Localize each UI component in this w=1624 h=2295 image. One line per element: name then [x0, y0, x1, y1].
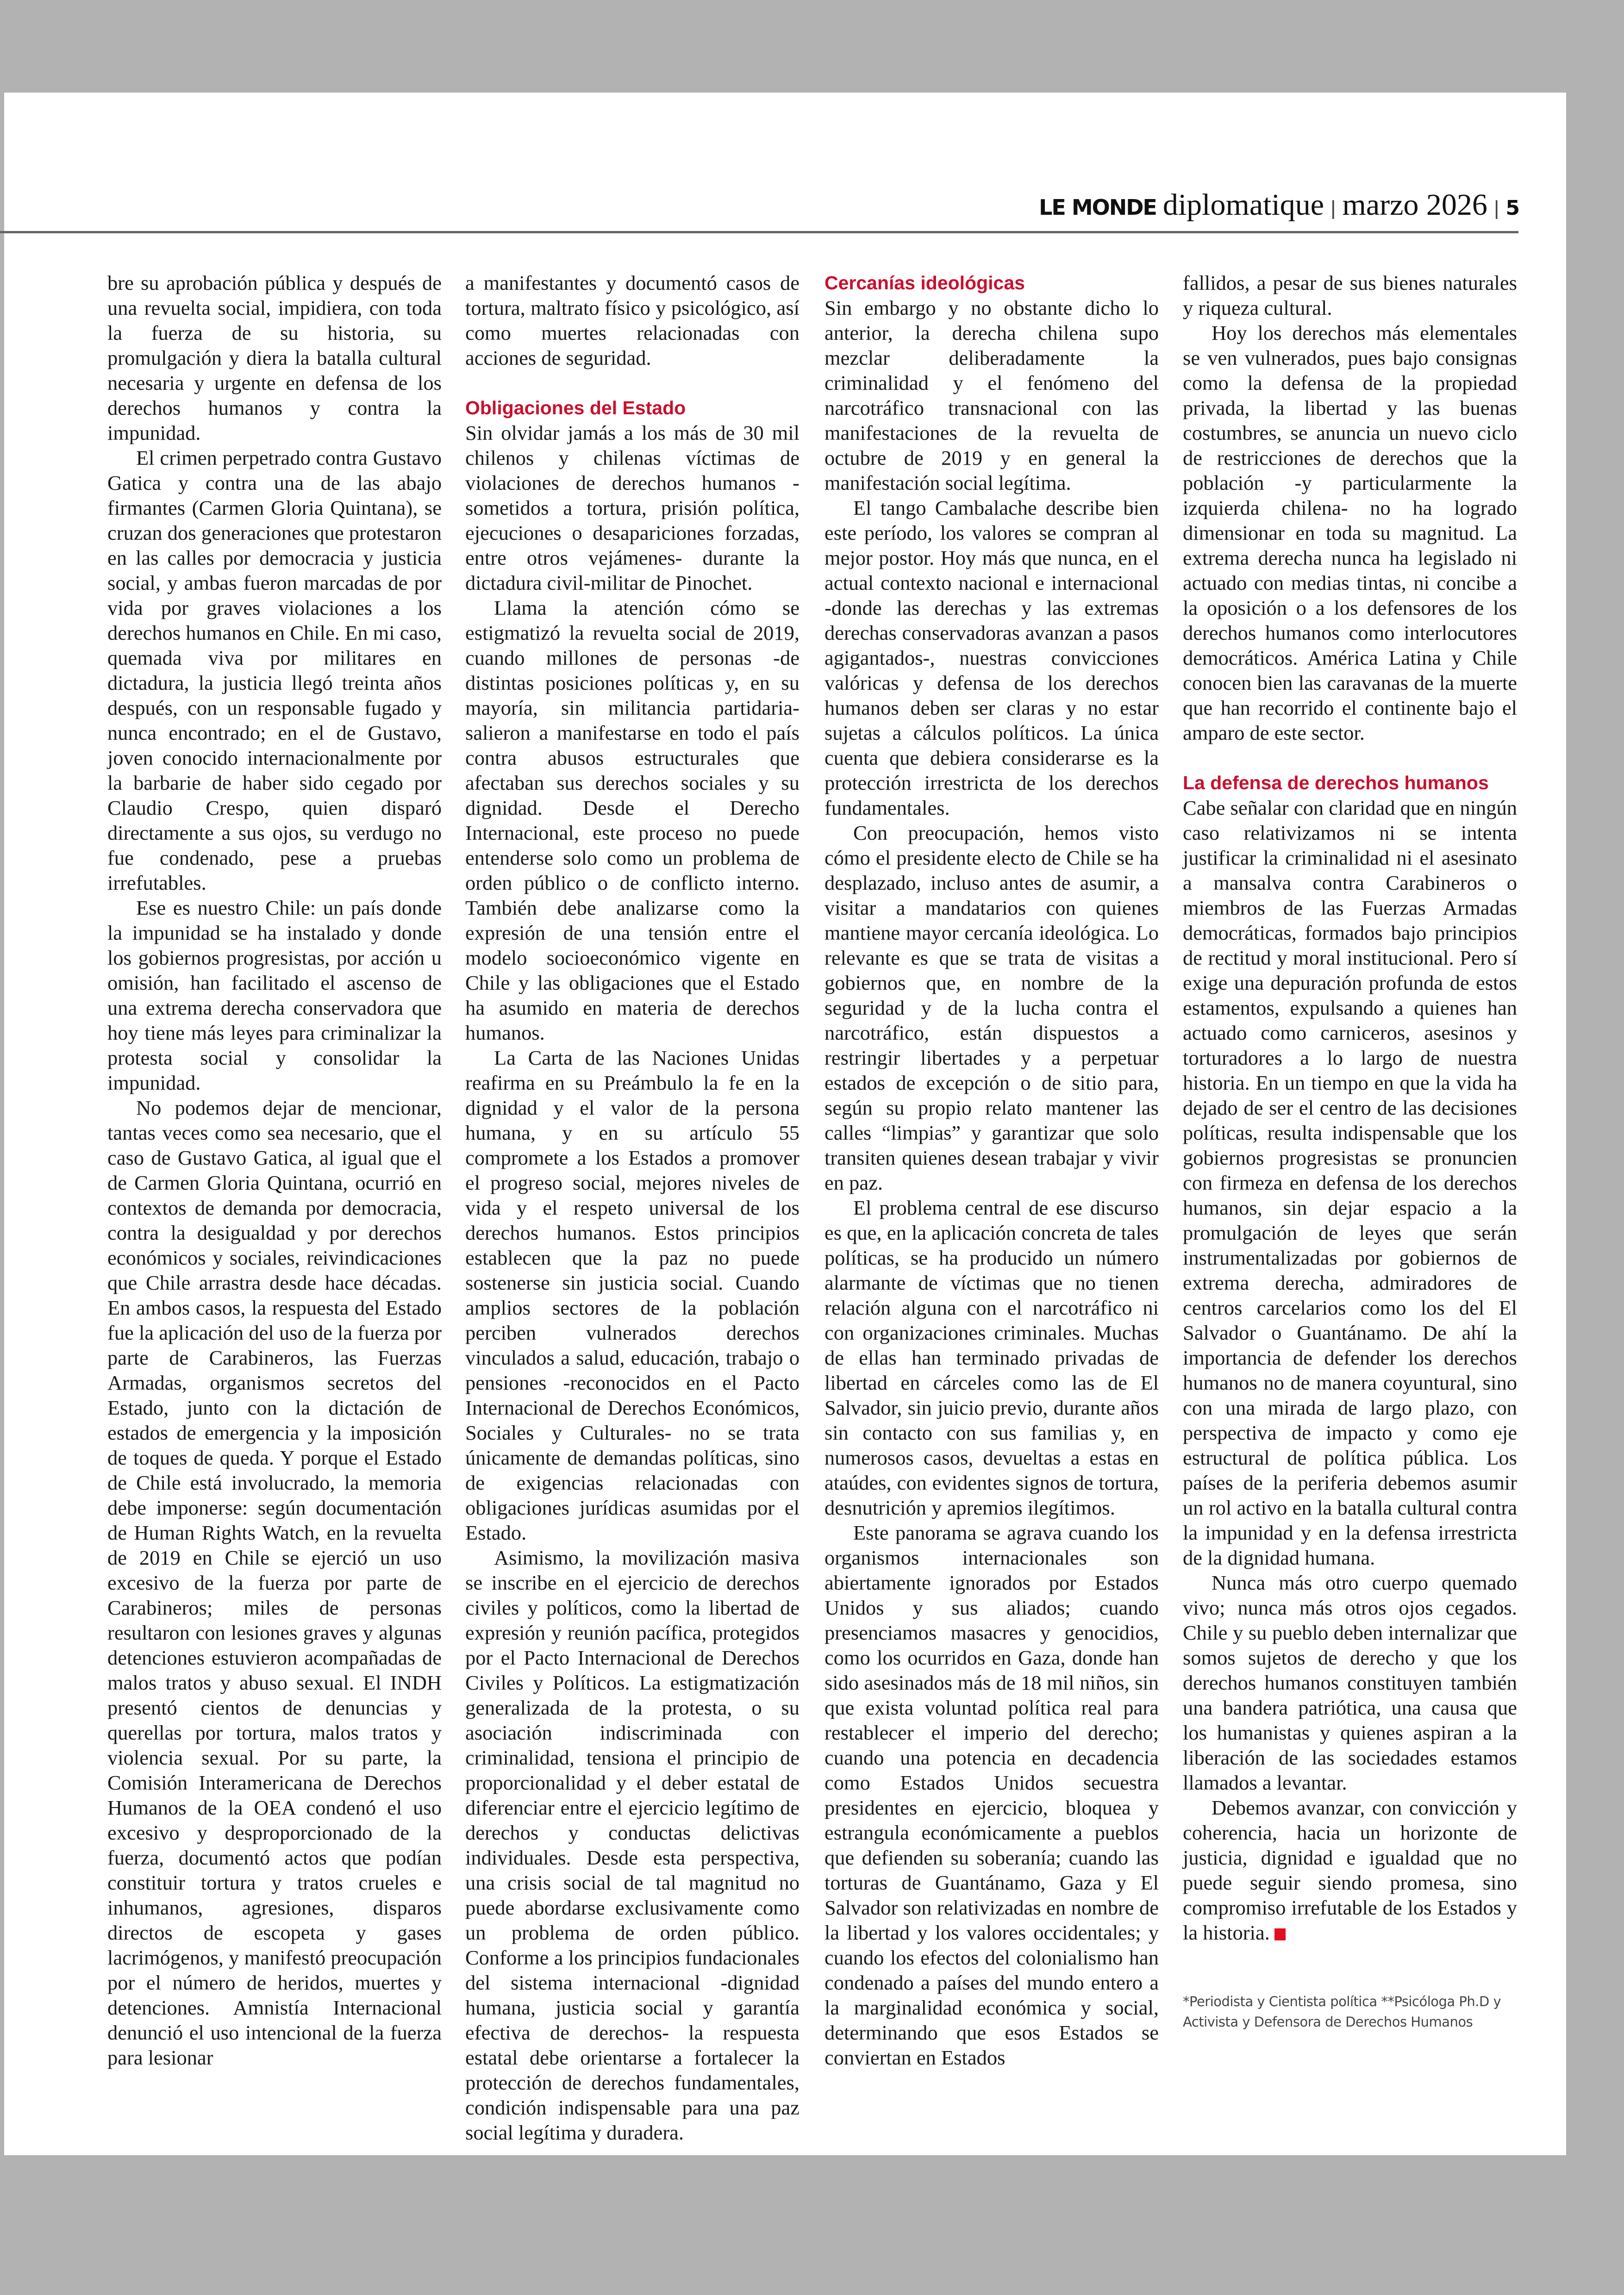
paragraph: Cabe señalar con claridad que en ningún caso relativizamos ni se intenta justificar la criminalidad ni el asesinato a mansalva contra Carabineros o miembros de las Fuerzas Armadas democráticas, formados bajo principios de rectitud y moral institucional. Pero sí exige una depuración profunda de estos estamentos, expulsando a quienes han actuado como carniceros, asesinos y torturadores a lo largo de nuestra historia. En un tiempo en que la vida ha dejado de ser el centro de las decisiones políticas, resulta indispensable que los gobiernos progresistas se pronuncien con firmeza en defensa de los derechos humanos, sin dejar espacio a la promulgación de leyes que serán instrumentalizadas por gobiernos de extrema derecha, admiradores de centros carcelarios como los del El Salvador o Guantánamo. De ahí la importancia de defender los derechos humanos no de manera coyuntural, sino con una mirada de largo plazo, con perspectiva de impacto y como eje estructural de política pública. Los países de la periferia debemos asumir un rol activo en la batalla cultural contra la impunidad y en la defensa irrestricta de la dignidad humana.	[1183, 796, 1517, 1569]
paragraph: El problema central de ese discurso es que, en la aplicación concreta de tales políticas, se ha producido un número alarmante de víctimas que no tienen relación alguna con el narcotráfico ni con organizaciones criminales. Muchas de ellas han terminado privadas de libertad en cárceles como las de El Salvador, sin juicio previo, durante años sin contacto con sus familias y, en numerosos casos, devueltas a estas en ataúdes, con evidentes signos de tortura, desnutrición y apremios ilegítimos.	[824, 1196, 1159, 1519]
section-heading: La defensa de derechos humanos	[1183, 772, 1489, 793]
separator: |	[1330, 197, 1336, 219]
paragraph: Ese es nuestro Chile: un país donde la impunidad se ha instalado y donde los gobiernos progresistas, por acción u omisión, han facilitado el ascenso de una extrema derecha conservadora que hoy tiene más leyes para criminalizar la protesta social y consolidar la impunidad.	[107, 896, 442, 1094]
paragraph: bre su aprobación pública y después de una revuelta social, impidiera, con toda la fuerza de su historia, su promulgación y diera la batalla cultural necesaria y urgente en defensa de los derechos humanos y contra la impunidad.	[107, 271, 442, 444]
final-paragraph	[1183, 1795, 1517, 1945]
paragraph: Sin embargo y no obstante dicho lo anterior, la derecha chilena supo mezclar deliberadamente la criminalidad y el fenómeno del narcotráfico transnacional con las manifestaciones de la revuelta de octubre de 2019 y en general la manifestación social legítima.	[824, 296, 1159, 494]
paragraph: Llama la atención cómo se estigmatizó la revuelta social de 2019, cuando millones de personas -de distintas posiciones políticas y, en su mayoría, sin militancia partidaria- salieron a manifestarse en todo el país contra abusos estructurales que afectaban sus derechos sociales y su dignidad. Desde el Derecho Internacional, este proceso no puede entenderse solo como un problema de orden público o de conflicto interno. También debe analizarse como la expresión de una tensión entre el modelo socioeconómico vigente en Chile y las obligaciones que el Estado ha asumido en materia de derechos humanos.	[465, 596, 800, 1044]
column-4	[1183, 270, 1517, 2032]
end-mark-square-icon	[1274, 1928, 1286, 1940]
section-heading: Obligaciones del Estado	[465, 397, 686, 418]
column-3	[824, 270, 1159, 2070]
brand-subtitle: diplomatique	[1162, 188, 1324, 222]
paragraph: La Carta de las Naciones Unidas reafirma en su Preámbulo la fe en la dignidad y el valor de la persona humana, y en su artículo 55 compromete a los Estados a promover el progreso social, mejores niveles de vida y el respeto universal de los derechos humanos. Estos principios establecen que la paz no puede sostenerse sin justicia social. Cuando amplios sectores de la población perciben vulnerados derechos vinculados a salud, educación, trabajo o pensiones -reconocidos en el Pacto Internacional de Derechos Económicos, Sociales y Culturales- no se trata únicamente de demandas políticas, sino de exigencias relacionadas con obligaciones jurídicas asumidas por el Estado.	[465, 1046, 800, 1544]
brand-name: LE MONDE	[1039, 195, 1156, 220]
section-heading: Cercanías ideológicas	[824, 272, 1025, 293]
separator: |	[1493, 197, 1499, 219]
column-2	[465, 270, 800, 2145]
paragraph: Hoy los derechos más elementales se ven vulnerados, pues bajo consignas como la defensa de la propiedad privada, la libertad y las buenas costumbres, se anuncia un nuevo ciclo de restricciones de derechos que la población -y particularmente la izquierda chilena- no ha logrado dimensionar en toda su magnitud. La extrema derecha nunca ha legislado ni actuado con medias tintas, ni concibe a la oposición o a los defensores de los derechos humanos como interlocutores democráticos. América Latina y Chile conocen bien las caravanas de la muerte que han recorrido el continente bajo el amparo de este sector.	[1183, 321, 1517, 744]
paragraph: Sin olvidar jamás a los más de 30 mil chilenos y chilenas víctimas de violaciones de derechos humanos -sometidos a tortura, prisión política, ejecuciones o desapariciones forzadas, entre otros vejámenes- durante la dictadura civil-militar de Pinochet.	[465, 421, 800, 594]
author-footnote: *Periodista y Cientista política **Psicóloga Ph.D y Activista y Defensora de Derechos Humanos	[1183, 1994, 1501, 2030]
paragraph: No podemos dejar de mencionar, tantas veces como sea necesario, que el caso de Gustavo Gatica, al igual que el de Carmen Gloria Quintana, ocurrió en contextos de demanda por democracia, contra la desigualdad y por derechos económicos y sociales, reivindicaciones que Chile arrastra desde hace décadas. En ambos casos, la respuesta del Estado fue la aplicación del uso de la fuerza por parte de Carabineros, las Fuerzas Armadas, organismos secretos del Estado, junto con la dictación de estados de emergencia y la imposición de toques de queda. Y porque el Estado de Chile está involucrado, la memoria debe imponerse: según documentación de Human Rights Watch, en la revuelta de 2019 en Chile se ejerció un uso excesivo de la fuerza por parte de Carabineros; miles de personas resultaron con lesiones graves y algunas detenciones estuvieron acompañadas de malos tratos y abuso sexual. El INDH presentó cientos de denuncias y querellas por tortura, malos tratos y violencia sexual. Por su parte, la Comisión Interamericana de Derechos Humanos de la OEA condenó el uso excesivo y desproporcionado de la fuerza, documentó actos que podían constituir tortura y tratos crueles e inhumanos, agresiones, disparos directos de escopeta y gases lacrimógenos, y manifestó preocupación por el número de heridos, muertes y detenciones. Amnistía Internacional denunció el uso intencional de la fuerza para lesionar	[107, 1096, 442, 2069]
header-rule	[0, 231, 1518, 233]
paragraph-text: Debemos avanzar, con convicción y coherencia, hacia un horizonte de justicia, dignidad e igualdad que no puede seguir siendo promesa, sino compromiso irrefutable de los Estados y la historia.	[1183, 1796, 1517, 1944]
paragraph: Este panorama se agrava cuando los organismos internacionales son abiertamente ignorados por Estados Unidos y sus aliados; cuando presenciamos masacres y genocidios, como los ocurridos en Gaza, donde han sido asesinados más de 18 mil niños, sin que exista voluntad política real para restablecer el imperio del derecho; cuando una potencia en decadencia como Estados Unidos secuestra presidentes en ejercicio, bloquea y estrangula económicamente a pueblos que defienden su soberanía; cuando las torturas de Guantánamo, Gaza y El Salvador son relativizadas en nombre de la libertad y los valores occidentales; y cuando los efectos del colonialismo han condenado a países del mundo entero a la marginalidad económica y social, determinando que esos Estados se conviertan en Estados	[824, 1521, 1159, 2069]
paragraph: a manifestantes y documentó casos de tortura, maltrato físico y psicológico, así como muertes relacionadas con acciones de seguridad.	[465, 271, 800, 369]
paragraph: Con preocupación, hemos visto cómo el presidente electo de Chile se ha desplazado, incluso antes de asumir, a visitar a mandatarios con quienes mantiene mayor cercanía ideológica. Lo relevante es que se trata de visitas a gobiernos que, en nombre de la seguridad y de la lucha contra el narcotráfico, están dispuestos a restringir libertades y a perpetuar estados de excepción o de sitio para, según su propio relato mantener las calles “limpias” y garantizar que solo transiten quienes desean trabajar y vivir en paz.	[824, 821, 1159, 1194]
paragraph: Asimismo, la movilización masiva se inscribe en el ejercicio de derechos civiles y políticos, como la libertad de expresión y reunión pacífica, protegidos por el Pacto Internacional de Derechos Civiles y Políticos. La estigmatización generalizada de la protesta, o su asociación indiscriminada con criminalidad, tensiona el principio de proporcionalidad y el deber estatal de diferenciar entre el ejercicio legítimo de derechos y conductas delictivas individuales. Desde esta perspectiva, una crisis social de tal magnitud no puede abordarse exclusivamente como un problema de orden público. Conforme a los principios fundacionales del sistema internacional -dignidad humana, justicia social y garantía efectiva de derechos- la respuesta estatal debe orientarse a fortalecer la protección de derechos fundamentales, condición indispensable para una paz social legítima y duradera.	[465, 1546, 800, 2144]
paragraph: El crimen perpetrado contra Gustavo Gatica y contra una de las abajo firmantes (Carmen Gloria Quintana), se cruzan dos generaciones que protestaron en las calles por democracia y justicia social, y ambas fueron marcadas de por vida por graves violaciones a los derechos humanos en Chile. En mi caso, quemada viva por militares en dictadura, la justicia llegó treinta años después, con un responsable fugado y nunca encontrado; en el de Gustavo, joven conocido internacionalmente por la barbarie de haber sido cegado por Claudio Crespo, quien disparó directamente a sus ojos, su verdugo no fue condenado, pese a pruebas irrefutables.	[107, 446, 442, 894]
issue-date: marzo 2026	[1342, 188, 1487, 222]
paragraph: Nunca más otro cuerpo quemado vivo; nunca más otros ojos cegados. Chile y su pueblo deben internalizar que somos sujetos de derecho y que los derechos humanos constituyen también una bandera patriótica, una causa que los humanistas y quienes aspiran a la liberación de las sociedades estamos llamados a levantar.	[1183, 1571, 1517, 1794]
page-number: 5	[1505, 196, 1520, 220]
page-header	[1039, 187, 1520, 223]
column-1	[107, 270, 442, 2070]
paragraph: El tango Cambalache describe bien este período, los valores se compran al mejor postor. Hoy más que nunca, en el actual contexto nacional e internacional -donde las derechas y las extremas derechas conservadoras avanzan a pasos agigantados-, nuestras convicciones valóricas y defensa de los derechos humanos deben ser claras y no estar sujetas a cálculos políticos. La única cuenta que debiera considerarse es la protección irrestricta de los derechos fundamentales.	[824, 496, 1159, 819]
paragraph: fallidos, a pesar de sus bienes naturales y riqueza cultural.	[1183, 271, 1517, 319]
